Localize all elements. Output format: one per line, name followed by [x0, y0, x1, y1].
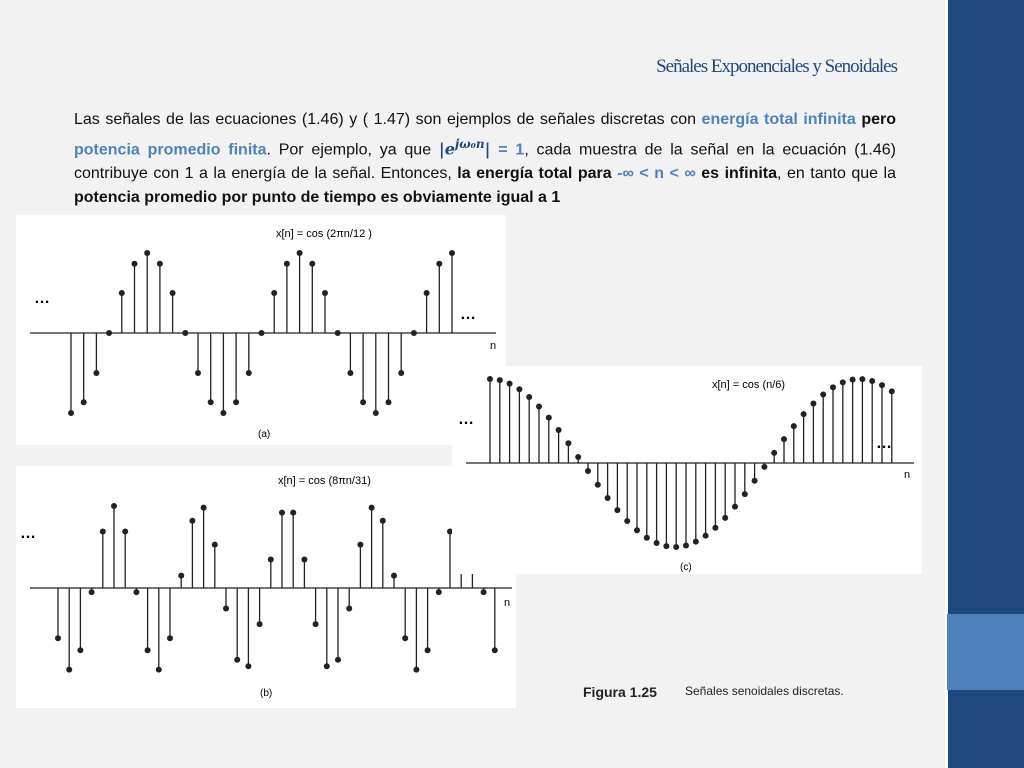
stem-point — [449, 250, 455, 256]
figure-a-caption: (a) — [258, 429, 271, 440]
stem-point — [565, 440, 571, 446]
stem-point — [55, 635, 61, 641]
stem-point — [575, 454, 581, 460]
stem-point — [492, 647, 498, 653]
stem-point — [761, 464, 767, 470]
text-cada-muestra: , cada muestra de la señal en la ecuación (1.46) contribuye con 1 a la energía de la señal. Entonces, — [74, 141, 897, 183]
stem-point — [516, 386, 522, 392]
stem-point — [683, 542, 689, 548]
sidebar-accent-block — [947, 614, 1024, 690]
stem-point — [156, 667, 162, 673]
stem-point — [119, 290, 125, 296]
stem-point — [481, 589, 487, 595]
stem-point — [234, 657, 240, 663]
stem-point — [157, 261, 163, 267]
stem-point — [220, 410, 226, 416]
figure-b-ellipsis-left: … — [20, 525, 36, 542]
stem-point — [132, 261, 138, 267]
stem-point — [111, 503, 117, 509]
figure-b — [16, 466, 516, 708]
stem-point — [614, 507, 620, 513]
figure-c-axis-label: n — [904, 469, 911, 481]
figure-b-plot — [16, 466, 516, 708]
stem-point — [144, 250, 150, 256]
stem-point — [369, 505, 375, 511]
stem-point — [556, 427, 562, 433]
stem-point — [89, 589, 95, 595]
figure-c — [452, 366, 922, 574]
stem-point — [93, 370, 99, 376]
stem-point — [178, 573, 184, 579]
stem-point — [693, 539, 699, 545]
stem-point — [309, 261, 315, 267]
stem-point — [223, 606, 229, 612]
figure-caption — [540, 684, 940, 714]
stem-point — [605, 495, 611, 501]
stem-point — [373, 410, 379, 416]
stem-point — [425, 647, 431, 653]
stem-point — [801, 411, 807, 417]
stem-point — [654, 540, 660, 546]
stem-point — [742, 491, 748, 497]
stem-point — [271, 290, 277, 296]
stem-point — [324, 663, 330, 669]
stem-point — [497, 377, 503, 383]
stem-point — [398, 370, 404, 376]
figure-caption-text: Señales senoidales discretas. — [685, 684, 844, 698]
stem-point — [133, 589, 139, 595]
stem-point — [145, 647, 151, 653]
stem-point — [781, 436, 787, 442]
stem-point — [585, 468, 591, 474]
stem-point — [122, 529, 128, 535]
figure-c-label: x[n] = cos (n/6) — [712, 379, 786, 391]
stem-point — [268, 557, 274, 563]
stem-point — [290, 510, 296, 516]
stem-point — [391, 573, 397, 579]
stem-point — [279, 510, 285, 516]
stem-point — [257, 621, 263, 627]
figure-b-label: x[n] = cos (8πn/31) — [278, 475, 371, 487]
stem-point — [201, 505, 207, 511]
stem-point — [820, 391, 826, 397]
stem-point — [212, 542, 218, 548]
stem-point — [663, 543, 669, 549]
stem-point — [595, 482, 601, 488]
stem-point — [732, 504, 738, 510]
stem-point — [644, 535, 650, 541]
figure-a-label: x[n] = cos (2πn/12 ) — [276, 228, 372, 240]
stem-point — [360, 399, 366, 405]
figure-a — [16, 215, 506, 445]
math-abs-close: | — [484, 139, 491, 159]
slide-title: Señales Exponenciales y Senoidales — [656, 56, 897, 77]
figure-c-caption: (c) — [680, 562, 692, 573]
stem-point — [386, 399, 392, 405]
stem-point — [413, 667, 419, 673]
stem-point — [507, 381, 513, 387]
stem-point — [297, 250, 303, 256]
text-por-ejemplo: . Por ejemplo, ya que — [266, 141, 439, 159]
stem-point — [830, 384, 836, 390]
stem-point — [170, 290, 176, 296]
stem-point — [424, 290, 430, 296]
figure-c-ellipsis-left: … — [458, 411, 474, 428]
stem-point — [66, 667, 72, 673]
stem-point — [624, 518, 630, 524]
stem-point — [246, 370, 252, 376]
stem-point — [346, 606, 352, 612]
stem-point — [411, 330, 417, 336]
stem-point — [259, 330, 265, 336]
stem-point — [402, 635, 408, 641]
figure-b-axis-label: n — [504, 597, 511, 609]
stem-point — [810, 400, 816, 406]
stem-point — [77, 647, 83, 653]
stem-point — [889, 388, 895, 394]
text-intro: Las señales de las ecuaciones (1.46) y ( 1.47) son ejemplos de señales discretas con — [74, 111, 702, 128]
figure-a-ellipsis-right: … — [460, 306, 476, 323]
text-pero: pero — [855, 111, 897, 128]
stem-point — [335, 330, 341, 336]
stem-point — [182, 330, 188, 336]
figure-a-plot — [16, 215, 506, 445]
figure-b-caption: (b) — [260, 688, 273, 699]
figure-a-ellipsis-left: … — [34, 290, 50, 307]
stem-point — [284, 261, 290, 267]
stem-point — [68, 410, 74, 416]
stem-point — [840, 379, 846, 385]
text-potencia-promedio: potencia promedio finita — [74, 141, 267, 159]
stem-point — [81, 399, 87, 405]
stem-point — [208, 399, 214, 405]
stem-point — [634, 527, 640, 533]
stem-point — [357, 542, 363, 548]
stem-point — [322, 290, 328, 296]
stem-point — [850, 377, 856, 383]
figure-c-ellipsis-right: … — [876, 435, 892, 452]
stem-point — [791, 423, 797, 429]
figure-c-plot — [452, 366, 922, 574]
stem-point — [313, 621, 319, 627]
stem-point — [879, 382, 885, 388]
math-abs-open: |e — [438, 139, 455, 159]
stem-point — [347, 370, 353, 376]
stem-point — [167, 635, 173, 641]
stem-point — [106, 330, 112, 336]
stem-point — [189, 518, 195, 524]
text-es-infinita: es infinita — [695, 165, 778, 183]
stem-point — [526, 394, 532, 400]
stem-point — [752, 478, 758, 484]
stem-point — [233, 399, 239, 405]
stem-point — [859, 376, 865, 382]
stem-point — [869, 378, 875, 384]
stem-point — [301, 557, 307, 563]
stem-point — [673, 544, 679, 550]
stem-point — [712, 525, 718, 531]
math-exponent: jω₀n — [454, 137, 485, 151]
stem-point — [487, 376, 493, 382]
stem-point — [380, 518, 386, 524]
stem-point — [703, 533, 709, 539]
text-potencia-final: potencia promedio por punto de tiempo es obviamente igual a 1 — [74, 189, 561, 207]
text-energia-para: la energía total para — [457, 165, 618, 183]
text-equals-one: = 1 — [490, 141, 525, 159]
text-en-tanto: , en tanto que la — [777, 165, 897, 183]
stem-point — [536, 404, 542, 410]
figure-caption-number: Figura 1.25 — [583, 684, 657, 700]
text-infinity-range: -∞ < n < ∞ — [617, 165, 696, 183]
slide-paragraph — [74, 108, 896, 210]
stem-point — [100, 529, 106, 535]
stem-point — [195, 370, 201, 376]
stem-point — [546, 415, 552, 421]
text-energia-total: energía total infinita — [701, 111, 856, 128]
stem-point — [436, 261, 442, 267]
stem-point — [436, 589, 442, 595]
stem-point — [245, 663, 251, 669]
figure-a-axis-label: n — [490, 340, 497, 352]
stem-point — [335, 657, 341, 663]
stem-point — [722, 515, 728, 521]
stem-point — [771, 450, 777, 456]
